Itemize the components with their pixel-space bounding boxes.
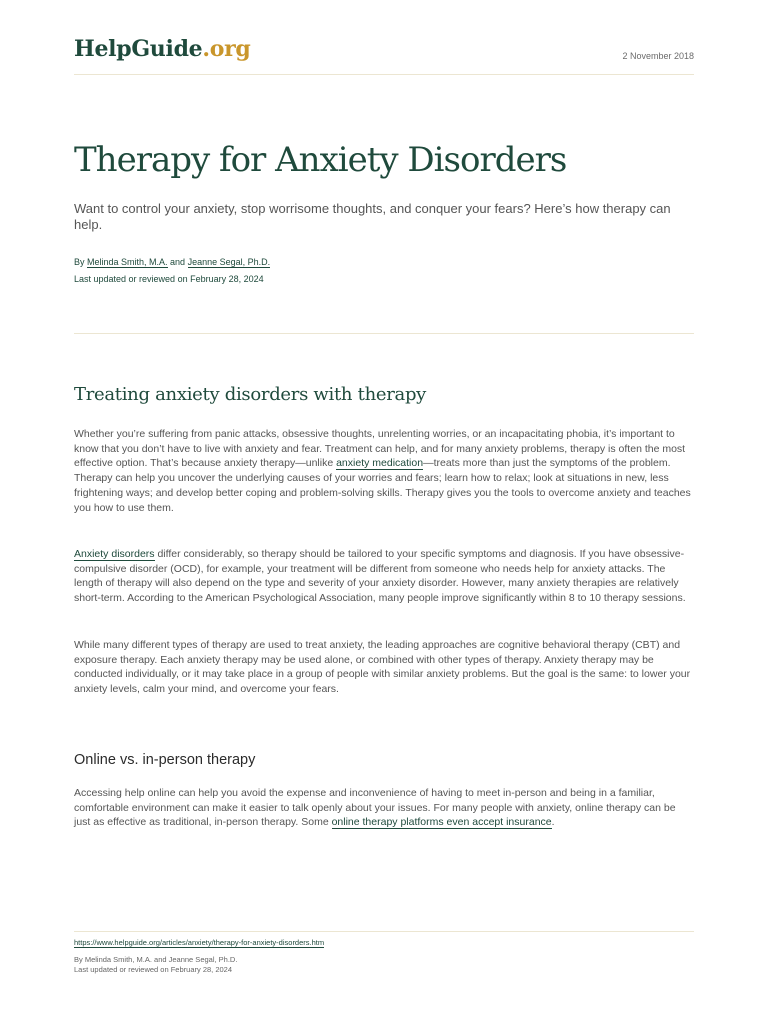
paragraph-1-text-a: Whether you’re suffering from panic attacks, obsessive thoughts, unrelenting worries, or an incapacitating phobia, it’s important to know that you don’t have to live with anxiety and fear. Treatment can help, and for many anxiety problems, therapy is often the most effective option. That’s because anxiety therapy—unlike <box>74 428 686 470</box>
print-date: 2 November 2018 <box>622 51 694 61</box>
online-therapy-platforms-link[interactable]: online therapy platforms even accept insurance <box>331 816 552 829</box>
paragraph-4-text-a: Accessing help online can help you avoid the expense and inconvenience of having to meet in-person and being in a familiar, comfortable environment can make it easier to talk openly about your issues. For many people with anxiety, online therapy can be just as effective as traditional, in-person therapy. Some <box>74 787 676 829</box>
site-logo[interactable] <box>74 36 250 62</box>
paragraph-3: While many different types of therapy are used to treat anxiety, the leading approaches are cognitive behavioral therapy (CBT) and exposure therapy. Each anxiety therapy may be used alone, or combined with other types of therapy. Anxiety therapy may be conducted individually, or it may take place in a group of people with similar anxiety problems. But the goal is the same: to lower your anxiety levels, calm your mind, and overcome your fears. <box>74 639 691 696</box>
author-link-jeanne-segal[interactable]: Jeanne Segal, Ph.D. <box>187 257 271 267</box>
site-header <box>74 36 694 75</box>
paragraph-2-text: differ considerably, so therapy should be tailored to your specific symptoms and diagnosis. If you have obsessive-compulsive disorder (OCD), for example, your treatment will be different from someone who needs help for anxiety attacks. The length of therapy will also depend on the type and severity of your anxiety disorder. However, many anxiety therapies are relatively short-term. According to the American Psychological Association, many people improve significantly within 8 to 10 therapy sessions. <box>74 548 686 605</box>
article-subtitle: Want to control your anxiety, stop worrisome thoughts, and conquer your fears? Here’s how therapy can help. <box>74 201 671 232</box>
footer-divider <box>74 931 694 932</box>
paragraph-1 <box>74 427 694 515</box>
paragraph-2 <box>74 547 694 606</box>
logo-text: HelpGuide <box>74 36 203 62</box>
anxiety-medication-link[interactable]: anxiety medication <box>336 457 424 470</box>
article-byline <box>74 256 270 268</box>
byline-and: and <box>167 257 188 267</box>
paragraph-4 <box>74 786 694 830</box>
divider <box>74 333 694 334</box>
footer-last-updated: Last updated or reviewed on February 28, 2024 <box>74 965 233 974</box>
paragraph-4-text-b: . <box>551 816 555 829</box>
footer-url <box>74 938 324 948</box>
section-heading-online-therapy: Online vs. in-person therapy <box>74 752 256 768</box>
section-heading-treating-anxiety: Treating anxiety disorders with therapy <box>74 384 427 405</box>
logo-tld: .org <box>202 36 251 62</box>
page-title: Therapy for Anxiety Disorders <box>74 140 567 180</box>
footer-url-link[interactable]: https://www.helpguide.org/articles/anxiety/therapy-for-anxiety-disorders.htm <box>74 938 325 947</box>
byline-prefix: By <box>74 257 88 267</box>
author-link-melinda-smith[interactable]: Melinda Smith, M.A. <box>87 257 168 267</box>
last-updated: Last updated or reviewed on February 28, 2024 <box>74 274 264 284</box>
footer-byline: By Melinda Smith, M.A. and Jeanne Segal, Ph.D. <box>74 955 238 964</box>
anxiety-disorders-link[interactable]: Anxiety disorders <box>74 548 155 560</box>
paragraph-1-text-b: —treats more than just the symptoms of the problem. Therapy can help you uncover the underlying causes of your worries and fears; learn how to relax; look at situations in new, less frightening ways; and develop better coping and problem-solving skills. Therapy gives you the tools to overcome anxiety and teaches you how to use them. <box>74 457 691 514</box>
